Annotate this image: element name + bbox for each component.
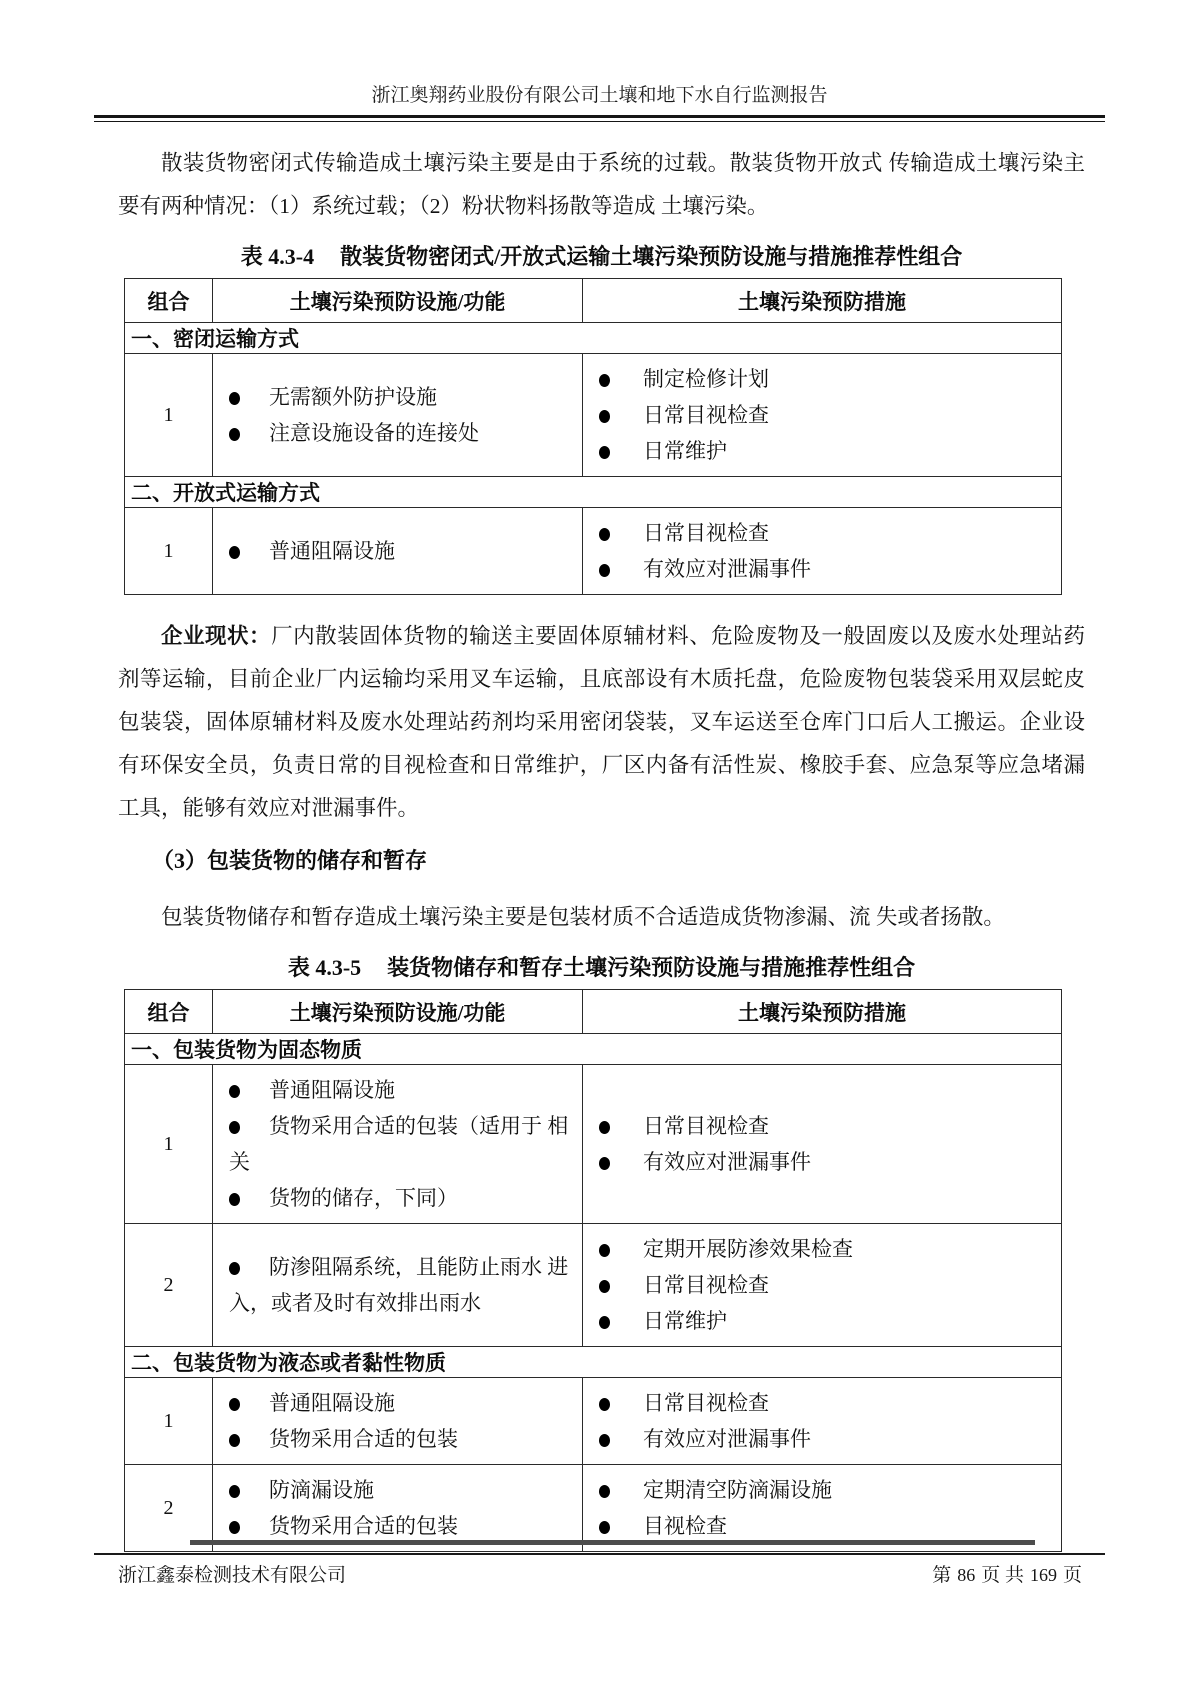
measure-text: 日常目视检查 bbox=[643, 403, 769, 427]
measure-item bbox=[599, 1144, 1053, 1180]
facility-text: 普通阻隔设施 bbox=[269, 539, 395, 563]
measure-item bbox=[599, 1508, 1053, 1544]
measure-text: 定期开展防渗效果检查 bbox=[643, 1237, 853, 1261]
facility-text: 普通阻隔设施 bbox=[269, 1391, 395, 1415]
table2-title-text: 装货物储存和暂存土壤污染预防设施与措施推荐性组合 bbox=[387, 955, 916, 980]
table2-title-label: 表 4.3-5 bbox=[287, 955, 362, 980]
page-mid: 页 共 bbox=[981, 1565, 1024, 1586]
page-header bbox=[0, 0, 1199, 122]
facility-item bbox=[229, 1108, 574, 1180]
table-4-3-4 bbox=[124, 278, 1062, 595]
combo-cell: 1 bbox=[125, 1378, 213, 1465]
facility-text: 防渗阻隔系统，且能防止雨水 进入，或者及时有效排出雨水 bbox=[229, 1255, 569, 1315]
page-prefix: 第 bbox=[932, 1565, 952, 1586]
measure-item bbox=[599, 515, 1053, 551]
facility-item bbox=[229, 1072, 574, 1108]
column-header-measure: 土壤污染预防措施 bbox=[583, 279, 1062, 323]
facility-item bbox=[229, 1421, 574, 1457]
measure-item bbox=[599, 361, 1053, 397]
measure-cell bbox=[583, 1065, 1062, 1224]
measure-text: 日常目视检查 bbox=[643, 1273, 769, 1297]
measure-cell bbox=[583, 508, 1062, 595]
bullet-icon bbox=[599, 1521, 610, 1534]
section-heading-row bbox=[125, 477, 1062, 508]
facility-text: 普通阻隔设施 bbox=[269, 1078, 395, 1102]
measure-item bbox=[599, 1385, 1053, 1421]
column-header-combo: 组合 bbox=[125, 279, 213, 323]
column-header-facility: 土壤污染预防设施/功能 bbox=[213, 279, 583, 323]
bullet-icon bbox=[229, 546, 240, 559]
column-header-facility: 土壤污染预防设施/功能 bbox=[213, 990, 583, 1034]
status-paragraph bbox=[118, 615, 1085, 830]
facility-cell bbox=[213, 508, 583, 595]
bullet-icon bbox=[229, 1398, 240, 1411]
table-header-row bbox=[125, 279, 1062, 323]
section3-heading: （3）包装货物的储存和暂存 bbox=[152, 848, 428, 873]
column-header-measure: 土壤污染预防措施 bbox=[583, 990, 1062, 1034]
bullet-icon bbox=[229, 392, 240, 405]
measure-item bbox=[599, 1303, 1053, 1339]
measure-item bbox=[599, 397, 1053, 433]
header-title: 浙江奥翔药业股份有限公司土壤和地下水自行监测报告 bbox=[371, 85, 828, 106]
measure-item bbox=[599, 433, 1053, 469]
table-row bbox=[125, 1224, 1062, 1347]
bullet-icon bbox=[599, 528, 610, 541]
facility-text: 货物采用合适的包装 bbox=[269, 1427, 458, 1451]
page-suffix: 页 bbox=[1062, 1565, 1082, 1586]
combo-cell: 2 bbox=[125, 1224, 213, 1347]
bullet-icon bbox=[229, 428, 240, 441]
bullet-icon bbox=[229, 1485, 240, 1498]
page-number: 86 bbox=[957, 1565, 976, 1585]
measure-text: 有效应对泄漏事件 bbox=[643, 1427, 811, 1451]
facility-item bbox=[229, 1472, 574, 1508]
facility-item bbox=[229, 1180, 574, 1216]
bullet-icon bbox=[229, 1193, 240, 1206]
facility-item bbox=[229, 415, 574, 451]
measure-item bbox=[599, 1108, 1053, 1144]
facility-text: 货物的储存，下同） bbox=[269, 1186, 458, 1210]
section-heading: 二、包装货物为液态或者黏性物质 bbox=[125, 1347, 1062, 1378]
header-rule bbox=[94, 115, 1105, 122]
bullet-icon bbox=[229, 1085, 240, 1098]
bullet-icon bbox=[229, 1121, 240, 1134]
page-indicator bbox=[929, 1560, 1085, 1587]
table2-title bbox=[118, 951, 1085, 982]
facility-cell bbox=[213, 1224, 583, 1347]
table-header-row bbox=[125, 990, 1062, 1034]
measure-text: 日常维护 bbox=[643, 439, 727, 463]
measure-item bbox=[599, 1421, 1053, 1457]
bullet-icon bbox=[229, 1262, 240, 1275]
bullet-icon bbox=[599, 1398, 610, 1411]
bullet-icon bbox=[599, 1244, 610, 1257]
section-heading: 二、开放式运输方式 bbox=[125, 477, 1062, 508]
facility-item bbox=[229, 1385, 574, 1421]
facility-text: 货物采用合适的包装 bbox=[269, 1514, 458, 1538]
bullet-icon bbox=[599, 446, 610, 459]
storage-paragraph: 包装货物储存和暂存造成土壤污染主要是包装材质不合适造成货物渗漏、流 失或者扬散。 bbox=[161, 905, 1005, 929]
section-heading: 一、密闭运输方式 bbox=[125, 323, 1062, 354]
page-footer bbox=[0, 1540, 1199, 1587]
page-content bbox=[0, 142, 1199, 1552]
measure-item bbox=[599, 551, 1053, 587]
bullet-icon bbox=[599, 1316, 610, 1329]
page-total: 169 bbox=[1029, 1565, 1057, 1585]
measure-text: 制定检修计划 bbox=[643, 367, 769, 391]
bullet-icon bbox=[599, 1280, 610, 1293]
bullet-icon bbox=[599, 410, 610, 423]
bullet-icon bbox=[599, 1121, 610, 1134]
facility-item bbox=[229, 379, 574, 415]
measure-item bbox=[599, 1231, 1053, 1267]
section-heading-row bbox=[125, 1034, 1062, 1065]
measure-text: 有效应对泄漏事件 bbox=[643, 557, 811, 581]
bullet-icon bbox=[599, 1157, 610, 1170]
section-heading: 一、包装货物为固态物质 bbox=[125, 1034, 1062, 1065]
section-heading-row bbox=[125, 1347, 1062, 1378]
bullet-icon bbox=[229, 1434, 240, 1447]
bullet-icon bbox=[599, 564, 610, 577]
combo-cell: 1 bbox=[125, 508, 213, 595]
table-row bbox=[125, 354, 1062, 477]
facility-text: 注意设施设备的连接处 bbox=[269, 421, 479, 445]
facility-item bbox=[229, 533, 574, 569]
footer-company: 浙江鑫泰检测技术有限公司 bbox=[118, 1565, 347, 1586]
facility-text: 防滴漏设施 bbox=[269, 1478, 374, 1502]
measure-cell bbox=[583, 1224, 1062, 1347]
bullet-icon bbox=[599, 1485, 610, 1498]
intro-paragraph: 散装货物密闭式传输造成土壤污染主要是由于系统的过载。散装货物开放式 传输造成土壤污染主要有两种情况：（1）系统过载；（2）粉状物料扬散等造成 土壤污染。 bbox=[118, 151, 1085, 218]
table-row bbox=[125, 1065, 1062, 1224]
facility-cell bbox=[213, 1065, 583, 1224]
bullet-icon bbox=[599, 374, 610, 387]
facility-cell bbox=[213, 354, 583, 477]
section-heading-row bbox=[125, 323, 1062, 354]
facility-item bbox=[229, 1249, 574, 1321]
facility-text: 货物采用合适的包装（适用于 相关 bbox=[229, 1114, 569, 1174]
measure-cell bbox=[583, 1465, 1062, 1552]
table1-title-label: 表 4.3-4 bbox=[240, 244, 315, 269]
measure-text: 有效应对泄漏事件 bbox=[643, 1150, 811, 1174]
column-header-combo: 组合 bbox=[125, 990, 213, 1034]
facility-item bbox=[229, 1508, 574, 1544]
measure-item bbox=[599, 1267, 1053, 1303]
measure-text: 日常目视检查 bbox=[643, 521, 769, 545]
measure-item bbox=[599, 1472, 1053, 1508]
measure-text: 日常目视检查 bbox=[643, 1391, 769, 1415]
facility-cell bbox=[213, 1378, 583, 1465]
measure-text: 日常目视检查 bbox=[643, 1114, 769, 1138]
table-row bbox=[125, 1465, 1062, 1552]
measure-cell bbox=[583, 1378, 1062, 1465]
table-4-3-5 bbox=[124, 989, 1062, 1552]
status-text: 厂内散装固体货物的输送主要固体原辅材料、危险废物及一般固废以及废水处理站药剂等运输，目前企业厂内运输均采用叉车运输，且底部设有木质托盘，危险废物包装袋采用双层蛇皮包装袋，固体原辅材料及废水处理站药剂均采用密闭袋装，叉车运送至仓库门口后人工搬运。企业设有环保安全员，负责日常的目视检查和日常维护，厂区内备有活性炭、橡胶手套、应急泵等应急堵漏工具，能够有效应对泄漏事件。 bbox=[118, 624, 1085, 820]
table1-title-text: 散装货物密闭式/开放式运输土壤污染预防设施与措施推荐性组合 bbox=[340, 244, 963, 269]
bullet-icon bbox=[599, 1434, 610, 1447]
table-row bbox=[125, 508, 1062, 595]
measure-text: 定期清空防滴漏设施 bbox=[643, 1478, 832, 1502]
status-label: 企业现状： bbox=[161, 624, 272, 648]
footer-bar bbox=[190, 1540, 1035, 1545]
combo-cell: 1 bbox=[125, 354, 213, 477]
combo-cell: 2 bbox=[125, 1465, 213, 1552]
bullet-icon bbox=[229, 1521, 240, 1534]
measure-cell bbox=[583, 354, 1062, 477]
table1-title bbox=[118, 240, 1085, 271]
combo-cell: 1 bbox=[125, 1065, 213, 1224]
measure-text: 日常维护 bbox=[643, 1309, 727, 1333]
measure-text: 目视检查 bbox=[643, 1514, 727, 1538]
table-row bbox=[125, 1378, 1062, 1465]
facility-cell bbox=[213, 1465, 583, 1552]
facility-text: 无需额外防护设施 bbox=[269, 385, 437, 409]
